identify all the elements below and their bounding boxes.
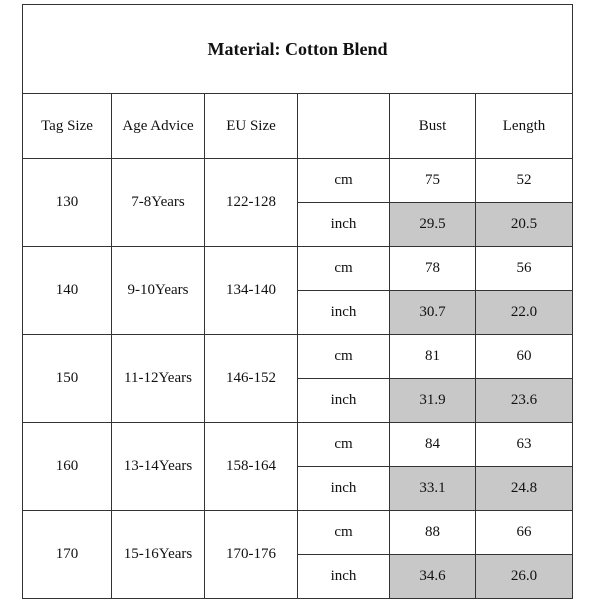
eu-size-cell: 170-176: [205, 511, 298, 599]
bust-cm-cell: 81: [390, 335, 476, 379]
length-inch-cell: 24.8: [476, 467, 573, 511]
length-inch-cell: 22.0: [476, 291, 573, 335]
bust-inch-cell: 33.1: [390, 467, 476, 511]
bust-inch-cell: 29.5: [390, 203, 476, 247]
length-inch-cell: 26.0: [476, 555, 573, 599]
header-age-advice: Age Advice: [112, 94, 205, 159]
age-advice-cell: 9-10Years: [112, 247, 205, 335]
unit-inch-cell: inch: [298, 555, 390, 599]
material-title: Material: Cotton Blend: [23, 5, 573, 94]
tag-size-cell: 160: [23, 423, 112, 511]
title-row: [23, 5, 573, 94]
unit-cm-cell: cm: [298, 423, 390, 467]
size-row-cm: [23, 159, 573, 203]
size-row-cm: [23, 511, 573, 555]
age-advice-cell: 11-12Years: [112, 335, 205, 423]
length-cm-cell: 60: [476, 335, 573, 379]
header-unit: [298, 94, 390, 159]
bust-inch-cell: 34.6: [390, 555, 476, 599]
age-advice-cell: 15-16Years: [112, 511, 205, 599]
tag-size-cell: 150: [23, 335, 112, 423]
header-tag-size: Tag Size: [23, 94, 112, 159]
header-length: Length: [476, 94, 573, 159]
header-row: [23, 94, 573, 159]
bust-cm-cell: 75: [390, 159, 476, 203]
length-inch-cell: 23.6: [476, 379, 573, 423]
bust-cm-cell: 84: [390, 423, 476, 467]
tag-size-cell: 170: [23, 511, 112, 599]
length-cm-cell: 66: [476, 511, 573, 555]
unit-cm-cell: cm: [298, 247, 390, 291]
bust-cm-cell: 78: [390, 247, 476, 291]
size-row-cm: [23, 335, 573, 379]
age-advice-cell: 7-8Years: [112, 159, 205, 247]
size-chart-table: [22, 4, 573, 599]
eu-size-cell: 146-152: [205, 335, 298, 423]
bust-inch-cell: 31.9: [390, 379, 476, 423]
length-cm-cell: 63: [476, 423, 573, 467]
header-bust: Bust: [390, 94, 476, 159]
unit-inch-cell: inch: [298, 467, 390, 511]
unit-cm-cell: cm: [298, 511, 390, 555]
size-row-cm: [23, 423, 573, 467]
unit-cm-cell: cm: [298, 159, 390, 203]
unit-inch-cell: inch: [298, 379, 390, 423]
bust-cm-cell: 88: [390, 511, 476, 555]
tag-size-cell: 140: [23, 247, 112, 335]
eu-size-cell: 122-128: [205, 159, 298, 247]
tag-size-cell: 130: [23, 159, 112, 247]
length-cm-cell: 52: [476, 159, 573, 203]
unit-inch-cell: inch: [298, 291, 390, 335]
length-inch-cell: 20.5: [476, 203, 573, 247]
unit-cm-cell: cm: [298, 335, 390, 379]
size-row-cm: [23, 247, 573, 291]
bust-inch-cell: 30.7: [390, 291, 476, 335]
eu-size-cell: 158-164: [205, 423, 298, 511]
age-advice-cell: 13-14Years: [112, 423, 205, 511]
header-eu-size: EU Size: [205, 94, 298, 159]
length-cm-cell: 56: [476, 247, 573, 291]
unit-inch-cell: inch: [298, 203, 390, 247]
eu-size-cell: 134-140: [205, 247, 298, 335]
